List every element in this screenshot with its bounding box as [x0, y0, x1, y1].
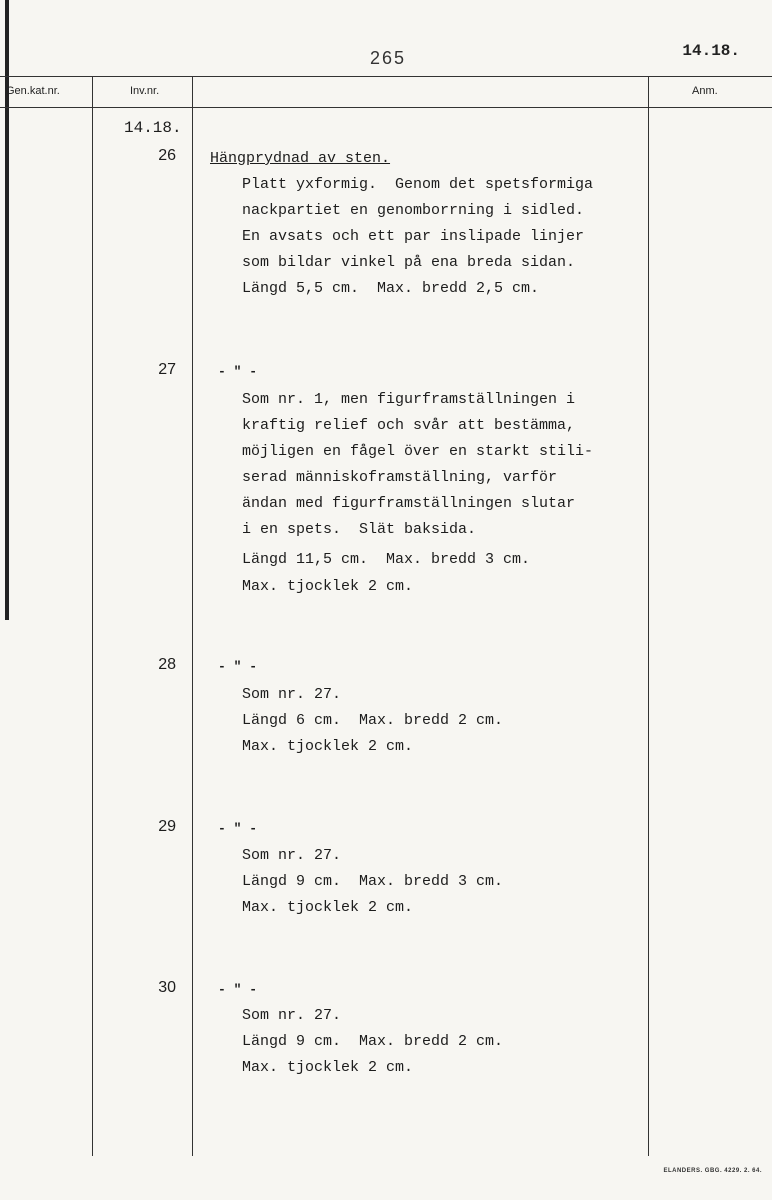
entry-26-line-3: En avsats och ett par inslipade linjer: [242, 228, 585, 245]
entry-27-line-7: Längd 11,5 cm. Max. bredd 3 cm.: [242, 551, 531, 568]
entry-26-line-2: nackpartiet en genomborrning i sidled.: [242, 202, 585, 219]
entry-number-30: 30: [158, 979, 176, 996]
entry-27-line-1: Som nr. 1, men figurframställningen i: [242, 391, 576, 408]
header-bottom-rule: [0, 107, 772, 108]
entry-27-line-5: ändan med figurframställningen slutar: [242, 495, 576, 512]
column-divider-inv-text: [192, 76, 193, 1156]
printer-imprint: ELANDERS. GBG. 4229. 2. 64.: [663, 1168, 762, 1174]
column-divider-gen-inv: [92, 76, 93, 1156]
entry-title-30: - " -: [218, 982, 258, 997]
entry-30-line-2: Längd 9 cm. Max. bredd 2 cm.: [242, 1033, 504, 1050]
entry-28-line-3: Max. tjocklek 2 cm.: [242, 738, 414, 755]
entry-number-26: 26: [158, 147, 176, 164]
entry-title-27: - " -: [218, 364, 258, 379]
group-number: 14.18.: [124, 119, 182, 137]
entry-27-line-8: Max. tjocklek 2 cm.: [242, 578, 414, 595]
column-header-gen-kat-nr: Gen.kat.nr.: [6, 85, 60, 97]
page-number: 265: [370, 48, 407, 68]
entry-28-line-2: Längd 6 cm. Max. bredd 2 cm.: [242, 712, 504, 729]
catalog-reference: 14.18.: [682, 42, 740, 60]
column-divider-text-anm: [648, 76, 649, 1156]
entry-title-26: Hängprydnad av sten.: [210, 150, 391, 167]
entry-27-line-4: serad människoframställning, varför: [242, 469, 558, 486]
entry-29-line-1: Som nr. 27.: [242, 847, 342, 864]
entry-number-27: 27: [158, 361, 176, 378]
entry-28-line-1: Som nr. 27.: [242, 686, 342, 703]
entry-30-line-1: Som nr. 27.: [242, 1007, 342, 1024]
entry-30-line-3: Max. tjocklek 2 cm.: [242, 1059, 414, 1076]
entry-29-line-2: Längd 9 cm. Max. bredd 3 cm.: [242, 873, 504, 890]
entry-29-line-3: Max. tjocklek 2 cm.: [242, 899, 414, 916]
entry-26-line-5: Längd 5,5 cm. Max. bredd 2,5 cm.: [242, 280, 540, 297]
entry-27-line-2: kraftig relief och svår att bestämma,: [242, 417, 576, 434]
entry-title-29: - " -: [218, 821, 258, 836]
entry-number-28: 28: [158, 656, 176, 673]
entry-27-line-6: i en spets. Slät baksida.: [242, 521, 477, 538]
entry-number-29: 29: [158, 818, 176, 835]
entry-26-line-1: Platt yxformig. Genom det spetsformiga: [242, 176, 594, 193]
header-top-rule: [0, 76, 772, 77]
column-header-inv-nr: Inv.nr.: [130, 85, 160, 97]
column-header-anm: Anm.: [692, 85, 718, 97]
entry-title-28: - " -: [218, 659, 258, 674]
entry-27-line-3: möjligen en fågel över en starkt stili-: [242, 443, 594, 460]
entry-26-line-4: som bildar vinkel på ena breda sidan.: [242, 254, 576, 271]
